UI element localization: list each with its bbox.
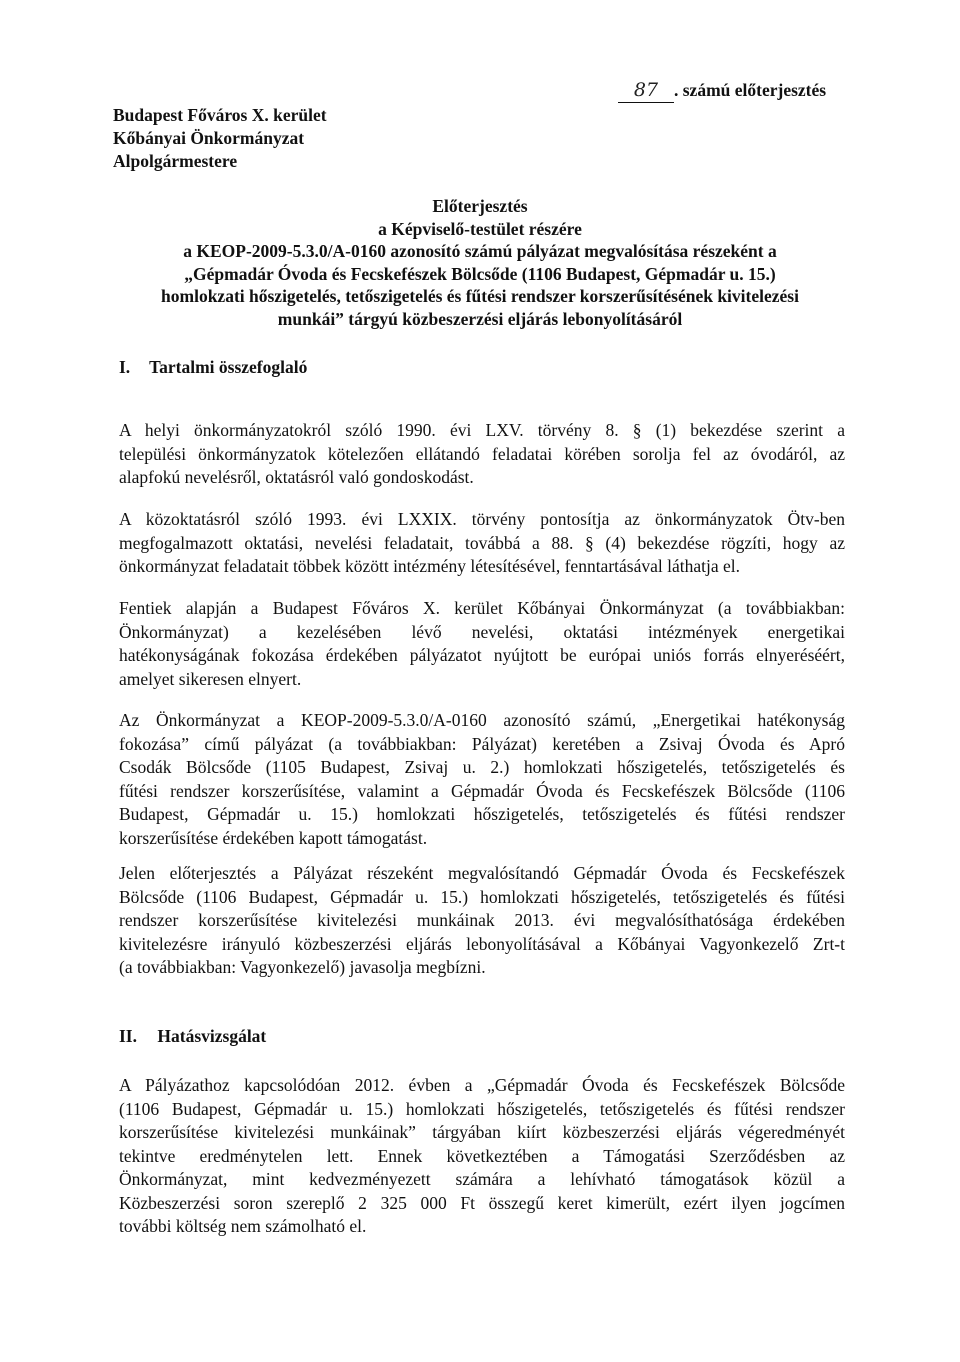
paragraph-line: fűtési rendszer korszerűsítése, valamint a Gépmadár Óvoda és Fecskefészek Bölcsőde (1106 (119, 780, 845, 801)
paragraph-line: Budapest, Gépmadár u. 15.) homlokzati hőszigetelés, tetőszigetelés és fűtési rendszer (119, 804, 845, 824)
section-title: Hatásvizsgálat (157, 1026, 267, 1046)
section-heading-summary (119, 357, 307, 378)
title-line: a KEOP-2009-5.3.0/A-0160 azonosító számú pályázat megvalósítása részeként a (183, 241, 777, 261)
paragraph-2 (119, 508, 845, 579)
paragraph-line: Közbeszerzési soron szereplő 2 325 000 Ft összegű keret kimerült, ezért ilyen jogcímen (119, 1192, 845, 1213)
section-title: Tartalmi összefoglaló (149, 357, 308, 377)
title-line: „Gépmadár Óvoda és Fecskefészek Bölcsőde (1106 Budapest, Gépmadár u. 15.) (184, 263, 776, 284)
document-title (110, 195, 850, 330)
paragraph-line: alapfokú nevelésről, oktatásról való gondoskodást. (119, 467, 474, 487)
paragraph-line: tekintve eredménytelen lett. Ennek következtében a Támogatási Szerződésben az (119, 1145, 845, 1166)
paragraph-line: A Pályázathoz kapcsolódóan 2012. évben a „Gépmadár Óvoda és Fecskefészek Bölcsőde (119, 1075, 845, 1095)
title-line: munkái” tárgyú közbeszerzési eljárás lebonyolításáról (277, 308, 683, 329)
paragraph-line: önkormányzat feladatait többek között intézmény létesítésével, fenntartásával láthatja el. (119, 556, 740, 576)
issuer-line: Alpolgármestere (113, 151, 238, 171)
paragraph-line: Csodák Bölcsőde (1105 Budapest, Zsivaj u. 2.) homlokzati hőszigetelés, tetőszigetelés és (119, 757, 845, 777)
issuer-line: Kőbányai Önkormányzat (113, 128, 305, 148)
paragraph-5 (119, 862, 845, 980)
paragraph-line: (a továbbiakban: Vagyonkezelő) javasolja megbízni. (119, 957, 486, 977)
paragraph-line: amelyet sikeresen elnyert. (119, 668, 302, 689)
section-heading-impact (119, 1026, 266, 1047)
paragraph-line: korszerűsítése érdekében kapott támogatást. (119, 827, 428, 848)
paragraph-line: fokozása” című pályázat (a továbbiakban: Pályázat) keretében a Zsivaj Óvoda és Apró (119, 733, 845, 754)
paragraph-line: A közoktatásról szóló 1993. évi LXXIX. törvény pontosítja az önkormányzatok Ötv-ben (119, 509, 845, 529)
issuer-line: Budapest Főváros X. kerület (113, 105, 327, 125)
paragraph-line: Önkormányzat) a kezelésében lévő nevelési, oktatási intézmények energetikai (119, 621, 845, 642)
handwritten-number: 87 (618, 80, 674, 103)
paragraph-line: kivitelezésre irányuló közbeszerzési eljárás lebonyolításával a Kőbányai Vagyonkezelő Zrt-t (119, 933, 845, 954)
paragraph-3 (119, 597, 845, 691)
paragraph-line: rendszer korszerűsítése kivitelezési munkáinak 2013. évi megvalósíthatósága érdekében (119, 910, 845, 930)
paragraph-4 (119, 709, 845, 850)
proposal-suffix: . számú előterjesztés (674, 80, 827, 100)
issuer-block (113, 104, 327, 173)
paragraph-line: megfogalmazott oktatási, nevelési feladatait, továbbá a 88. § (4) bekezdése rögzíti, hogy az (119, 532, 845, 553)
title-line: homlokzati hőszigetelés, tetőszigetelés és fűtési rendszer korszerűsítésének kivitelezési (161, 286, 799, 306)
paragraph-6 (119, 1074, 845, 1239)
section-number: II. (119, 1026, 137, 1046)
paragraph-line: Jelen előterjesztés a Pályázat részeként megvalósítandó Gépmadár Óvoda és Fecskefészek (119, 863, 845, 883)
paragraph-1 (119, 419, 845, 490)
paragraph-line: Önkormányzat, mint kedvezményezett számára a lehívható támogatások közül a (119, 1169, 845, 1189)
paragraph-line: hatékonyságának fokozása érdekében pályázatot nyújtott be európai uniós forrás elnyeréséért, (119, 645, 845, 665)
paragraph-line: Bölcsőde (1106 Budapest, Gépmadár u. 15.) homlokzati hőszigetelés, tetőszigetelés és fűtési (119, 886, 845, 907)
proposal-number (618, 80, 826, 103)
paragraph-line: települési önkormányzatok kötelezően ellátandó feladatai körében sorolja fel az óvodáról, az (119, 443, 845, 464)
paragraph-line: korszerűsítése kivitelezési munkáinak” tárgyában kiírt közbeszerzési eljárás végeredményét (119, 1122, 845, 1142)
title-line: Előterjesztés (432, 196, 528, 216)
section-number: I. (119, 357, 131, 377)
paragraph-line: további költség nem számolható el. (119, 1216, 367, 1236)
paragraph-line: (1106 Budapest, Gépmadár u. 15.) homlokzati hőszigetelés, tetőszigetelés és fűtési rendszer (119, 1098, 845, 1119)
paragraph-line: Az Önkormányzat a KEOP-2009-5.3.0/A-0160 azonosító számú, „Energetikai hatékonyság (119, 710, 845, 730)
paragraph-line: Fentiek alapján a Budapest Főváros X. kerület Kőbányai Önkormányzat (a továbbiakban: (119, 598, 845, 618)
paragraph-line: A helyi önkormányzatokról szóló 1990. évi LXV. törvény 8. § (1) bekezdése szerint a (119, 420, 845, 440)
title-line: a Képviselő-testület részére (378, 218, 582, 239)
